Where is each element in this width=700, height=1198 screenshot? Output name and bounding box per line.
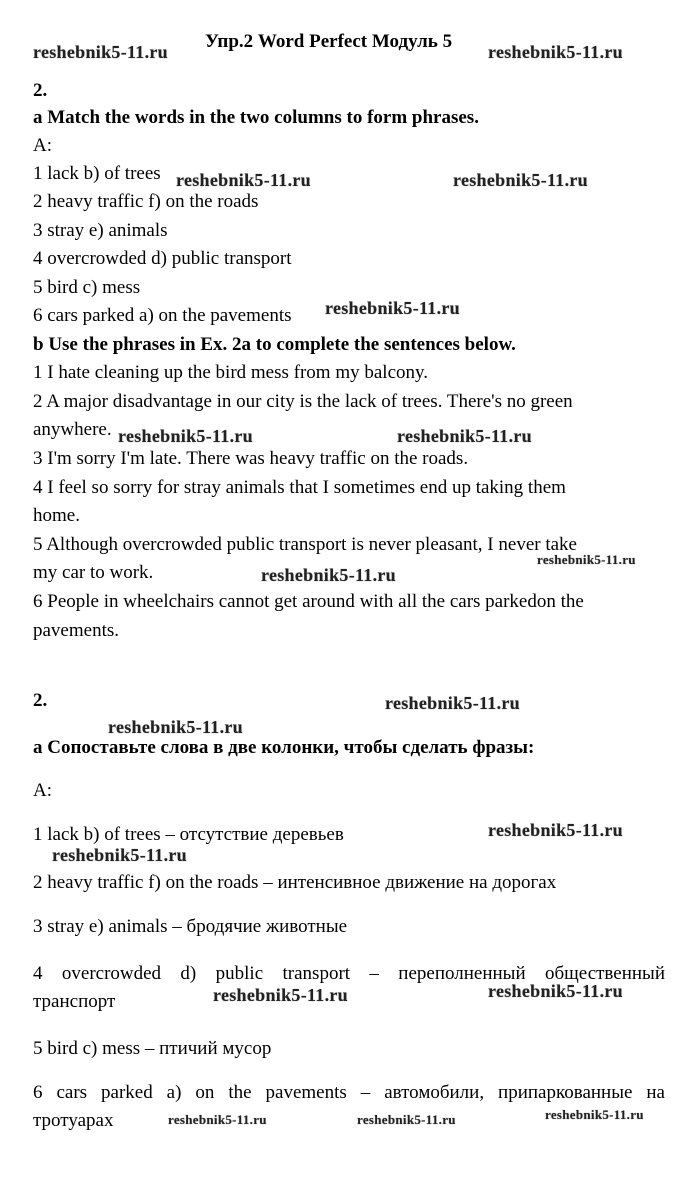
sentence-line: home. [33, 505, 80, 526]
pair-line-ru: транспорт [33, 991, 116, 1012]
watermark: reshebnik5-11.ru [52, 845, 187, 865]
watermark: reshebnik5-11.ru [168, 1112, 267, 1127]
watermark: reshebnik5-11.ru [357, 1112, 456, 1127]
sentence-line: 6 People in wheelchairs cannot get around with all the cars parkedon the [33, 591, 584, 612]
watermark: reshebnik5-11.ru [537, 552, 636, 567]
watermark: reshebnik5-11.ru [213, 985, 348, 1005]
watermark: reshebnik5-11.ru [108, 717, 243, 737]
watermark: reshebnik5-11.ru [397, 426, 532, 446]
page-title: Упр.2 Word Perfect Модуль 5 [205, 31, 453, 52]
watermark: reshebnik5-11.ru [488, 820, 623, 840]
sentence-line: 3 I'm sorry I'm late. There was heavy traffic on the roads. [33, 448, 469, 469]
pair-line-ru: 2 heavy traffic f) on the roads – интенсивное движение на дорогах [33, 872, 557, 893]
sentence-line: 1 I hate cleaning up the bird mess from my balcony. [33, 362, 429, 383]
pair-line: 2 heavy traffic f) on the roads [33, 191, 259, 212]
task-b-heading: b Use the phrases in Ex. 2a to complete the sentences below. [33, 334, 516, 355]
pair-line: 4 overcrowded d) public transport [33, 248, 292, 269]
pair-line: 6 cars parked a) on the pavements [33, 305, 292, 326]
pair-line-ru: 1 lack b) of trees – отсутствие деревьев [33, 824, 344, 845]
sentence-line: 4 I feel so sorry for stray animals that I sometimes end up taking them [33, 477, 566, 498]
exercise-number-ru: 2. [33, 690, 48, 711]
pair-line-ru: 5 bird c) mess – птичий мусор [33, 1038, 272, 1059]
answer-label: A: [33, 135, 52, 156]
watermark: reshebnik5-11.ru [488, 42, 623, 62]
sentence-line: 2 A major disadvantage in our city is the lack of trees. There's no green [33, 391, 573, 412]
pair-line-ru: тротуарах [33, 1110, 114, 1131]
watermark: reshebnik5-11.ru [385, 693, 520, 713]
watermark: reshebnik5-11.ru [33, 42, 168, 62]
pair-line: 1 lack b) of trees [33, 163, 161, 184]
sentence-line: 5 Although overcrowded public transport is never pleasant, I never take [33, 534, 577, 555]
exercise-number: 2. [33, 80, 48, 101]
watermark: reshebnik5-11.ru [118, 426, 253, 446]
pair-line: 3 stray e) animals [33, 220, 168, 241]
sentence-line: anywhere. [33, 419, 112, 440]
watermark: reshebnik5-11.ru [545, 1107, 644, 1122]
answer-label-ru: А: [33, 780, 52, 801]
watermark: reshebnik5-11.ru [261, 565, 396, 585]
pair-line-ru: 4 overcrowded d) public transport – переполненный общественный [33, 963, 665, 984]
task-a-heading: a Match the words in the two columns to form phrases. [33, 107, 479, 128]
sentence-line: my car to work. [33, 562, 154, 583]
watermark: reshebnik5-11.ru [488, 981, 623, 1001]
watermark: reshebnik5-11.ru [325, 298, 460, 318]
task-a-heading-ru: а Сопоставьте слова в две колонки, чтобы сделать фразы: [33, 737, 535, 758]
watermark: reshebnik5-11.ru [453, 170, 588, 190]
pair-line: 5 bird c) mess [33, 277, 141, 298]
pair-line-ru: 6 cars parked a) on the pavements – автомобили, припаркованные на [33, 1082, 665, 1103]
sentence-line: pavements. [33, 620, 120, 641]
watermark: reshebnik5-11.ru [176, 170, 311, 190]
pair-line-ru: 3 stray e) animals – бродячие животные [33, 916, 348, 937]
